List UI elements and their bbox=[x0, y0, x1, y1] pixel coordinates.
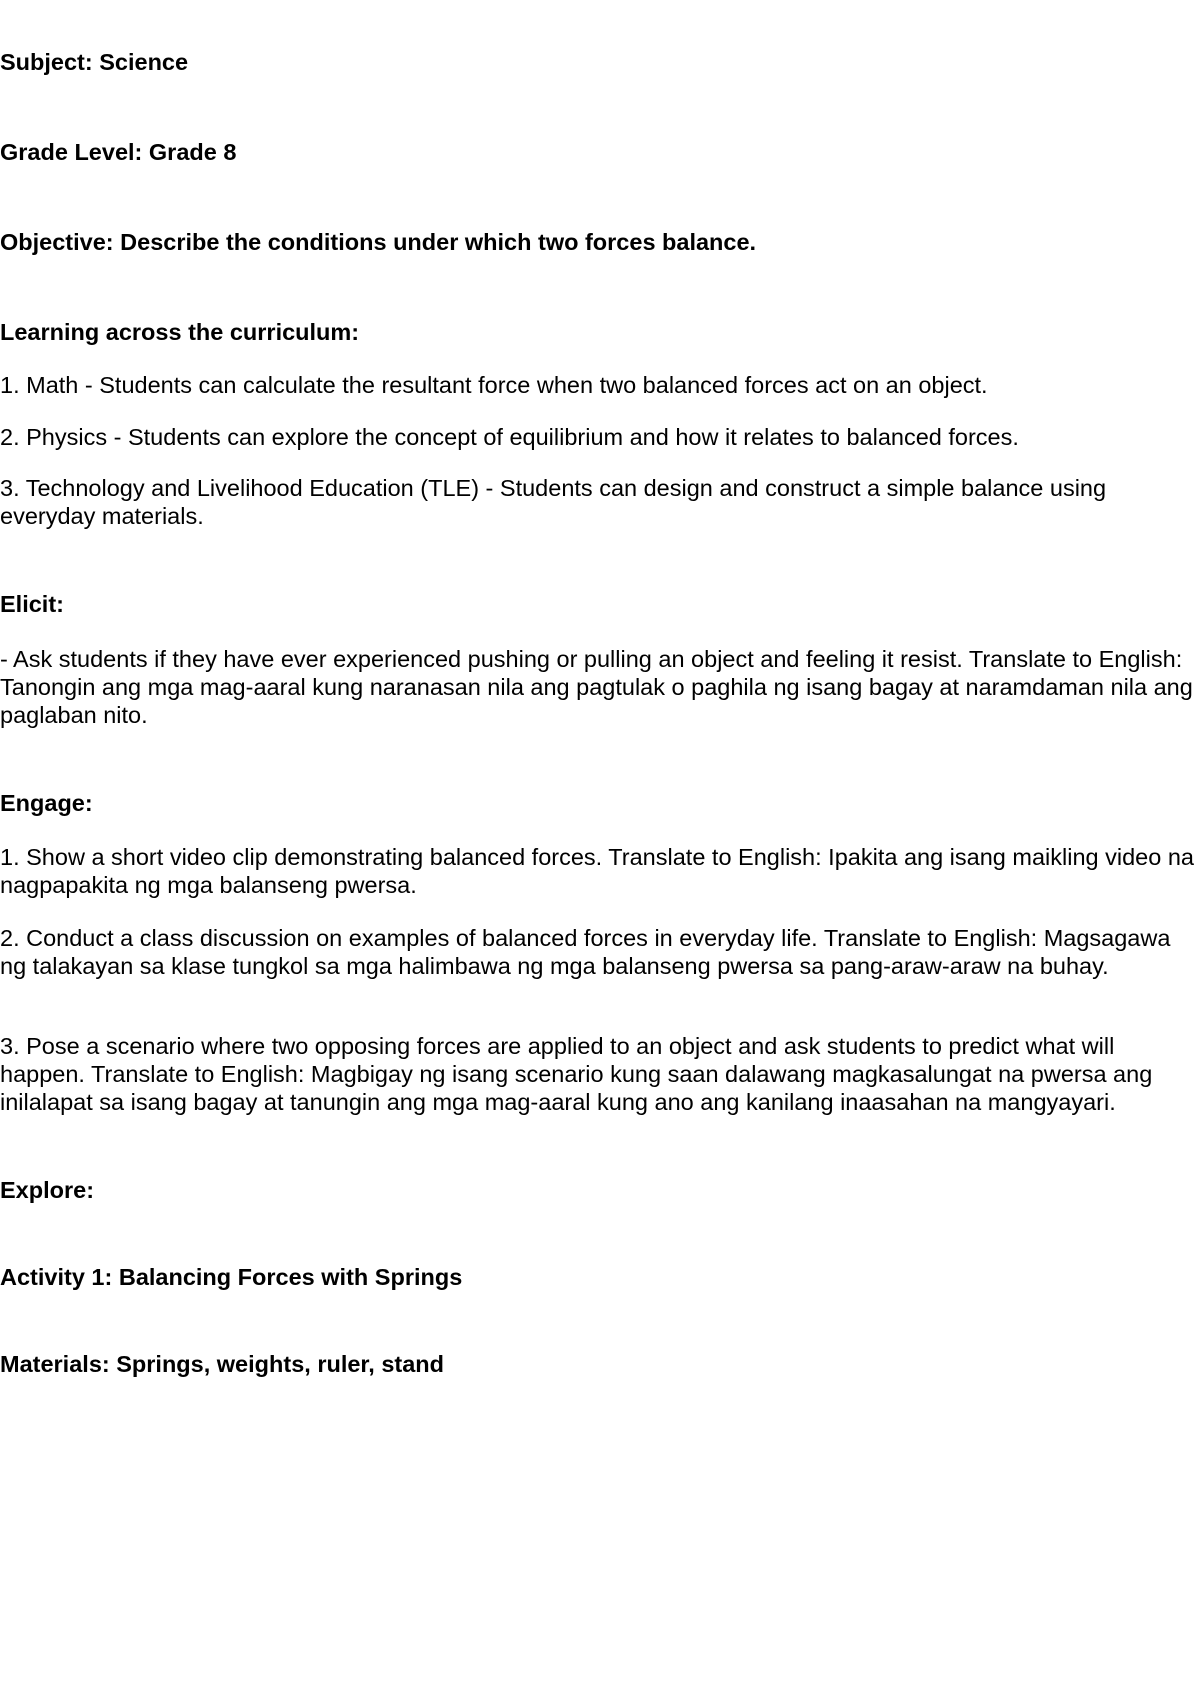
objective-line: Objective: Describe the conditions under which two forces balance. bbox=[0, 229, 757, 255]
learning-across-curriculum-heading: Learning across the curriculum: bbox=[0, 319, 360, 345]
explore-heading: Explore: bbox=[0, 1177, 95, 1203]
activity-title: Activity 1: Balancing Forces with Springs bbox=[0, 1264, 463, 1290]
curriculum-item-tle: 3. Technology and Livelihood Education (TLE) - Students can design and construct a simple balance using everyday materials. bbox=[0, 475, 1107, 529]
curriculum-item-math: 1. Math - Students can calculate the resultant force when two balanced forces act on an object. bbox=[0, 372, 988, 398]
engage-item-discussion: 2. Conduct a class discussion on examples of balanced forces in everyday life. Translate to English: Magsagawa ng talakayan sa klase tungkol sa mga halimbawa ng mga balanseng pwersa sa pang-araw-araw na buhay. bbox=[0, 925, 1171, 979]
grade-level-line: Grade Level: Grade 8 bbox=[0, 139, 237, 165]
engage-item-scenario: 3. Pose a scenario where two opposing forces are applied to an object and ask students to predict what will happen. Translate to English: Magbigay ng isang scenario kung saan dalawang magkasalungat na pwersa ang inilalapat sa isang bagay at tanungin ang mga mag-aaral kung ano ang kanilang inaasahan na mangyayari. bbox=[0, 1033, 1153, 1115]
materials-line: Materials: Springs, weights, ruler, stand bbox=[0, 1351, 444, 1377]
elicit-heading: Elicit: bbox=[0, 591, 64, 617]
subject-line: Subject: Science bbox=[0, 49, 189, 75]
engage-item-video: 1. Show a short video clip demonstrating balanced forces. Translate to English: Ipakita ang isang maikling video na nagpapakita ng mga balanseng pwersa. bbox=[0, 844, 1194, 898]
curriculum-item-physics: 2. Physics - Students can explore the concept of equilibrium and how it relates to balanced forces. bbox=[0, 424, 1019, 450]
engage-heading: Engage: bbox=[0, 790, 93, 816]
elicit-item: - Ask students if they have ever experienced pushing or pulling an object and feeling it resist. Translate to English: Tanongin ang mga mag-aaral kung naranasan nila ang pagtulak o paghila ng isang bagay at naramdaman nila ang paglaban nito. bbox=[0, 646, 1193, 728]
